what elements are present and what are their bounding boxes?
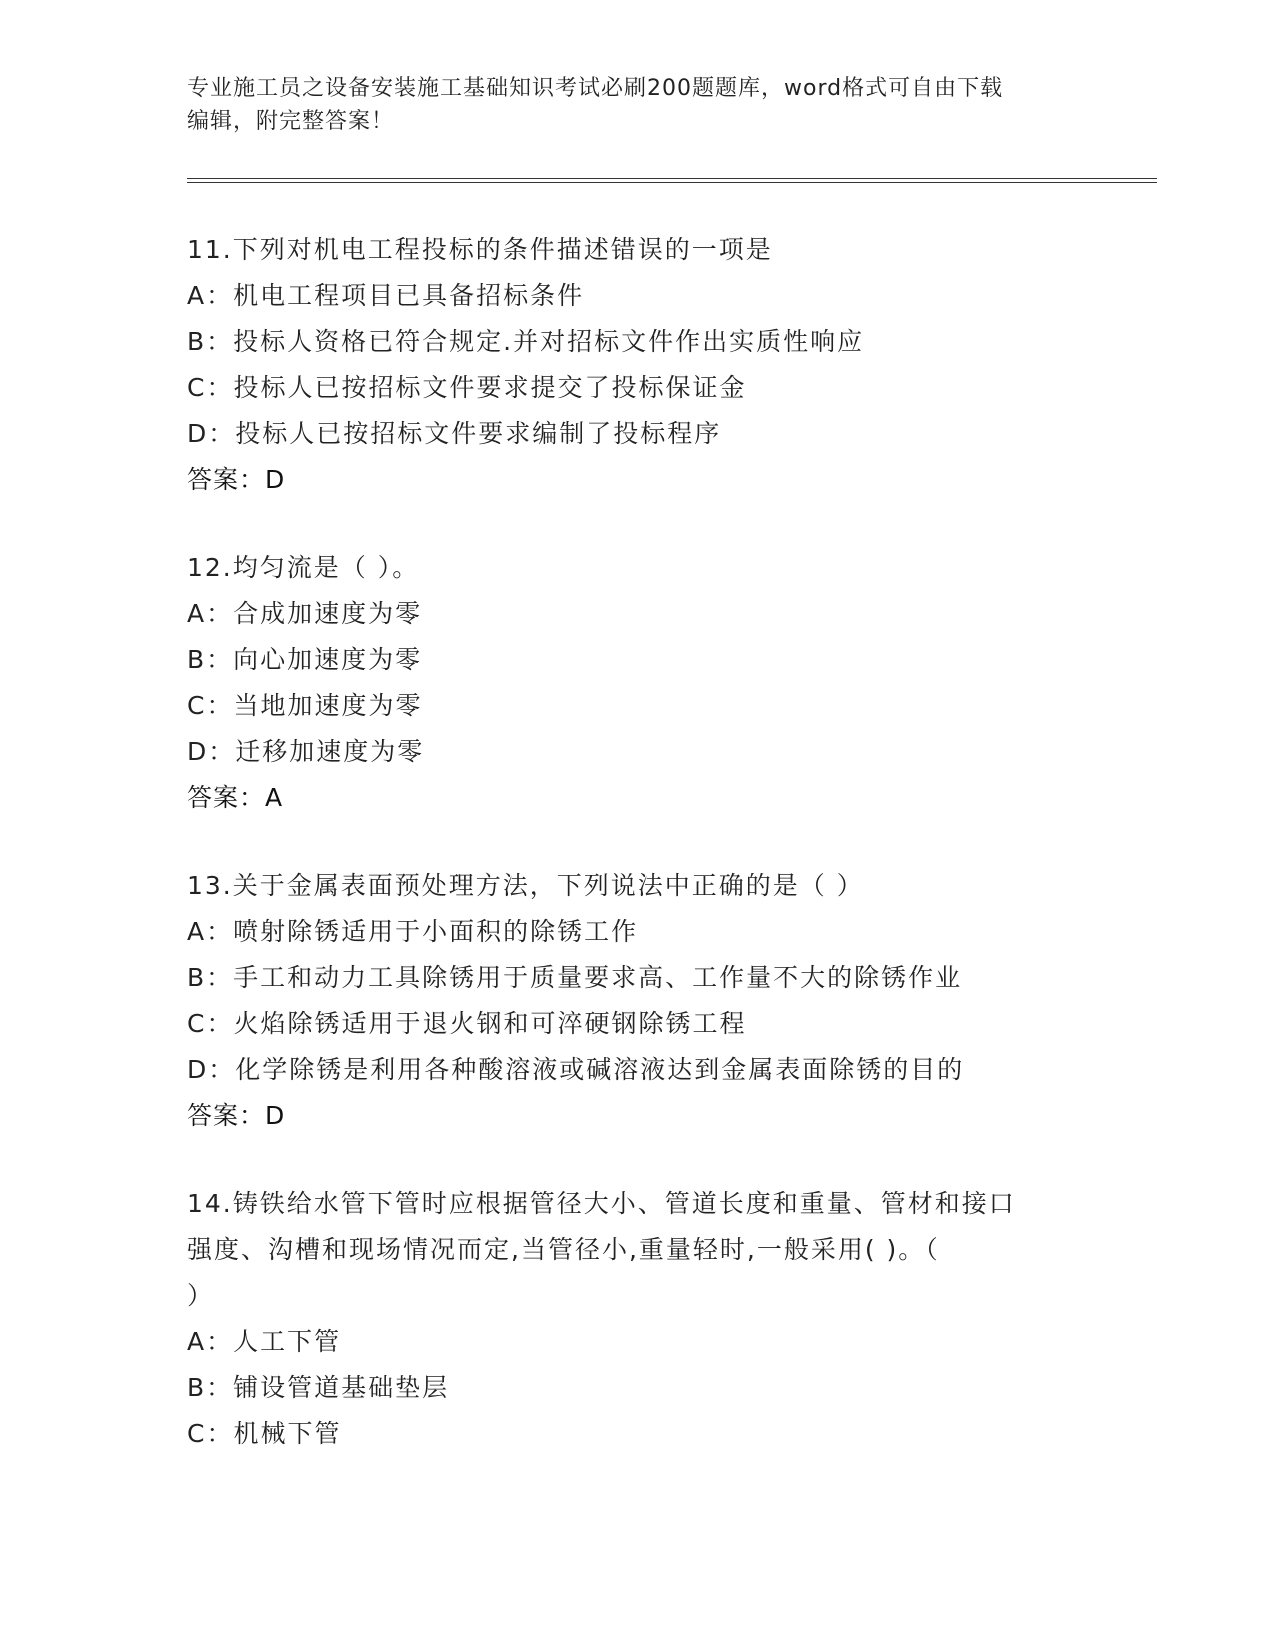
question-13 bbox=[187, 863, 1087, 1139]
option-b: B：手工和动力工具除锈用于质量要求高、工作量不大的除锈作业 bbox=[187, 963, 963, 992]
option-c: C：投标人已按招标文件要求提交了投标保证金 bbox=[187, 373, 747, 402]
option-b: B：向心加速度为零 bbox=[187, 645, 423, 674]
header-title-line-1: 专业施工员之设备安装施工基础知识考试必刷200题题库，word格式可自由下载 bbox=[187, 76, 1004, 101]
option-d: D：投标人已按招标文件要求编制了投标程序 bbox=[187, 419, 722, 448]
option-c: C：机械下管 bbox=[187, 1419, 342, 1448]
option-d: D：迁移加速度为零 bbox=[187, 737, 425, 766]
option-a: A：喷射除锈适用于小面积的除锈工作 bbox=[187, 917, 639, 946]
question-14 bbox=[187, 1181, 1087, 1457]
question-stem: 13.关于金属表面预处理方法，下列说法中正确的是（ ） bbox=[187, 871, 864, 900]
question-stem-line-3: ） bbox=[187, 1281, 215, 1310]
option-b: B：投标人资格已符合规定.并对招标文件作出实质性响应 bbox=[187, 327, 865, 356]
option-c: C：当地加速度为零 bbox=[187, 691, 423, 720]
question-stem: 11.下列对机电工程投标的条件描述错误的一项是 bbox=[187, 235, 773, 264]
option-a: A：机电工程项目已具备招标条件 bbox=[187, 281, 585, 310]
answer: 答案：A bbox=[187, 783, 284, 812]
option-c: C：火焰除锈适用于退火钢和可淬硬钢除锈工程 bbox=[187, 1009, 747, 1038]
question-12 bbox=[187, 545, 1087, 821]
question-11 bbox=[187, 227, 1087, 503]
header-title-line-2: 编辑，附完整答案！ bbox=[187, 109, 395, 134]
question-stem-line-1: 14.铸铁给水管下管时应根据管径大小、管道长度和重量、管材和接口 bbox=[187, 1189, 1016, 1218]
header-divider bbox=[187, 178, 1157, 183]
option-b: B：铺设管道基础垫层 bbox=[187, 1373, 450, 1402]
answer: 答案：D bbox=[187, 465, 286, 494]
question-stem-line-2: 强度、沟槽和现场情况而定,当管径小,重量轻时,一般采用( )。（ bbox=[187, 1235, 940, 1264]
option-a: A：人工下管 bbox=[187, 1327, 342, 1356]
answer: 答案：D bbox=[187, 1101, 286, 1130]
option-a: A：合成加速度为零 bbox=[187, 599, 423, 628]
question-stem: 12.均匀流是（ ）。 bbox=[187, 553, 420, 582]
option-d: D：化学除锈是利用各种酸溶液或碱溶液达到金属表面除锈的目的 bbox=[187, 1055, 965, 1084]
document-header bbox=[187, 72, 1087, 138]
